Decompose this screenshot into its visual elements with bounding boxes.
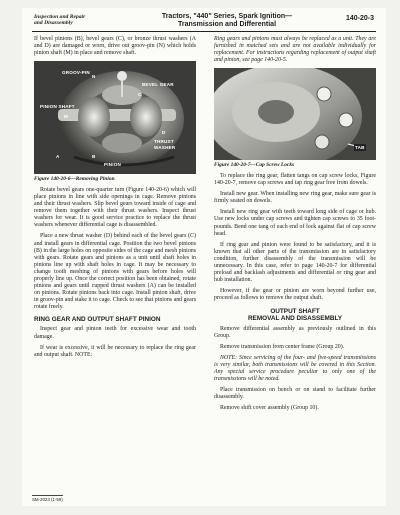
figure-letter-b: B: [92, 154, 96, 160]
paragraph-note: NOTE: Since servicing of the four- and five-speed transmissions is very similar, both transmissions will be covered in this Section. Any special service procedure peculiar to only one of the transmissions will be noted.: [214, 355, 376, 383]
paragraph: If wear is excessive, it will be necessary to replace the ring gear and output shaft. NOTE:: [34, 344, 196, 358]
figure-label-pinion-shaft: PINION SHAFT: [40, 104, 75, 110]
paragraph-note: Ring gears and pinions must always be replaced as a unit. They are furnished in matched sets and are not available individually for replacement. For instructions regarding replacement of output shaft and pinion, see page 140-20-5.: [214, 36, 376, 64]
page-number: 140-20-3: [345, 15, 374, 22]
paragraph: Remove transmission from center frame (Group 20).: [220, 344, 345, 351]
paragraph: Remove differential assembly as previously outlined in this Group.: [214, 325, 376, 340]
figure-letter-a: A: [56, 154, 60, 160]
header-title: Tractors, "440" Series, Spark Ignition— Transmission and Differential: [161, 13, 293, 28]
footer-code: SM-2023 (1-59): [32, 497, 63, 502]
paragraph: If bevel pinions (B), bevel gears (C), or bronze thrust washers (A and D) are damaged or worn, drive out groov-pin (N) which holds pinion shaft (M) in place and remove shaft.: [34, 36, 196, 57]
figure-caption: Figure 140-20-7—Cap Screw Locks: [214, 162, 295, 169]
figure-letter-d: D: [162, 130, 166, 136]
right-column: [214, 36, 376, 416]
ring-gear-photo-image: [214, 68, 376, 160]
figure-removing-pinion: [34, 61, 196, 174]
paragraph: Place transmission on bench or on stand to facilitate further disassembly.: [214, 387, 376, 401]
paragraph: However, if the gear or pinion are worn beyond further use, proceed as follows to remove the output shaft.: [214, 287, 376, 301]
figure-letter-m: M: [64, 114, 69, 120]
paragraph: Install new gear. When installing new ring gear, make sure gear is firmly seated on dowels.: [214, 191, 376, 205]
figure-label-bevel-gear: BEVEL GEAR: [142, 82, 174, 88]
paragraph: Place a new thrust washer (D) behind each of the bevel gears (C) and install gears in differential cage. Position the two bevel pinions (B) in the large holes on opposite sides of the cage and mesh pinions with gears. Rotate gears and pinions as a unit until shaft holes in pinions line up with shaft holes in cage. It may be necessary to change tooth meshing of pinions with gears before holes will properly line up. Once the correct position has been obtained, rotate pinions and gears until cupped thrust washers (A) can be installed on pinions. Rotate pinions back into cage. Install pinion shaft, drive in groov-pin and stake it to cage. Check to see that pinions and gears rotate freely.: [34, 233, 196, 310]
section-heading-ring-gear: RING GEAR AND OUTPUT SHAFT PINION: [34, 315, 161, 323]
manual-page: [22, 8, 386, 506]
figure-cap-screw-locks: [214, 68, 376, 160]
header-divider: [32, 31, 376, 32]
figure-label-groov-pin: GROOV-PIN: [62, 70, 90, 76]
figure-caption: Figure 140-20-6—Removing Pinion: [34, 176, 115, 183]
figure-letter-c: C: [138, 92, 142, 98]
figure-label-tab: TAB: [355, 145, 365, 151]
paragraph: To replace the ring gear, flatten tangs on cap screw locks, Figure 140-20-7, remove cap screws and tap ring gear free from dowels.: [214, 173, 376, 187]
section-heading-output-shaft: OUTPUT SHAFT REMOVAL AND DISASSEMBLY: [247, 307, 343, 323]
figure-letter-n: N: [92, 74, 96, 80]
paragraph: Remove shift cover assembly (Group 10).: [220, 405, 319, 412]
left-column: [34, 36, 196, 363]
paragraph: Install new ring gear with teeth toward long side of cage or hub. Use new locks under cap screws and tighten cap screws to 35 foot-pounds. Bend one tang of each end of lock against flat of cap screw head.: [214, 209, 376, 237]
header-section-label: Inspection and Repair and Disassembly: [34, 14, 86, 27]
paragraph: Rotate bevel gears one-quarter turn (Figure 140-20-6) which will place pinions in line with side openings in cage. Remove pinions and their thrust washers. Slip bevel gears toward inside of cage and remove them together with their thrust washers. Inspect thrust washers for wear. It is good service practice to replace the thrust washers whenever differential cage is disassembled.: [34, 187, 196, 229]
figure-label-pinion: PINION: [104, 162, 122, 168]
paragraph: Inspect gear and pinion teeth for excessive wear and tooth damage.: [34, 326, 196, 340]
paragraph: If ring gear and pinion were found to be satisfactory, and it is known that all other parts of the transmission are in satisfactory condition, further disassembly of the transmission will be unnecessary. In this case, refer to page 140-20-7 for differential preload and backlash adjustments and differential or ring gear and hub installation.: [214, 241, 376, 283]
figure-label-thrust-washer: THRUST WASHER: [154, 139, 176, 150]
